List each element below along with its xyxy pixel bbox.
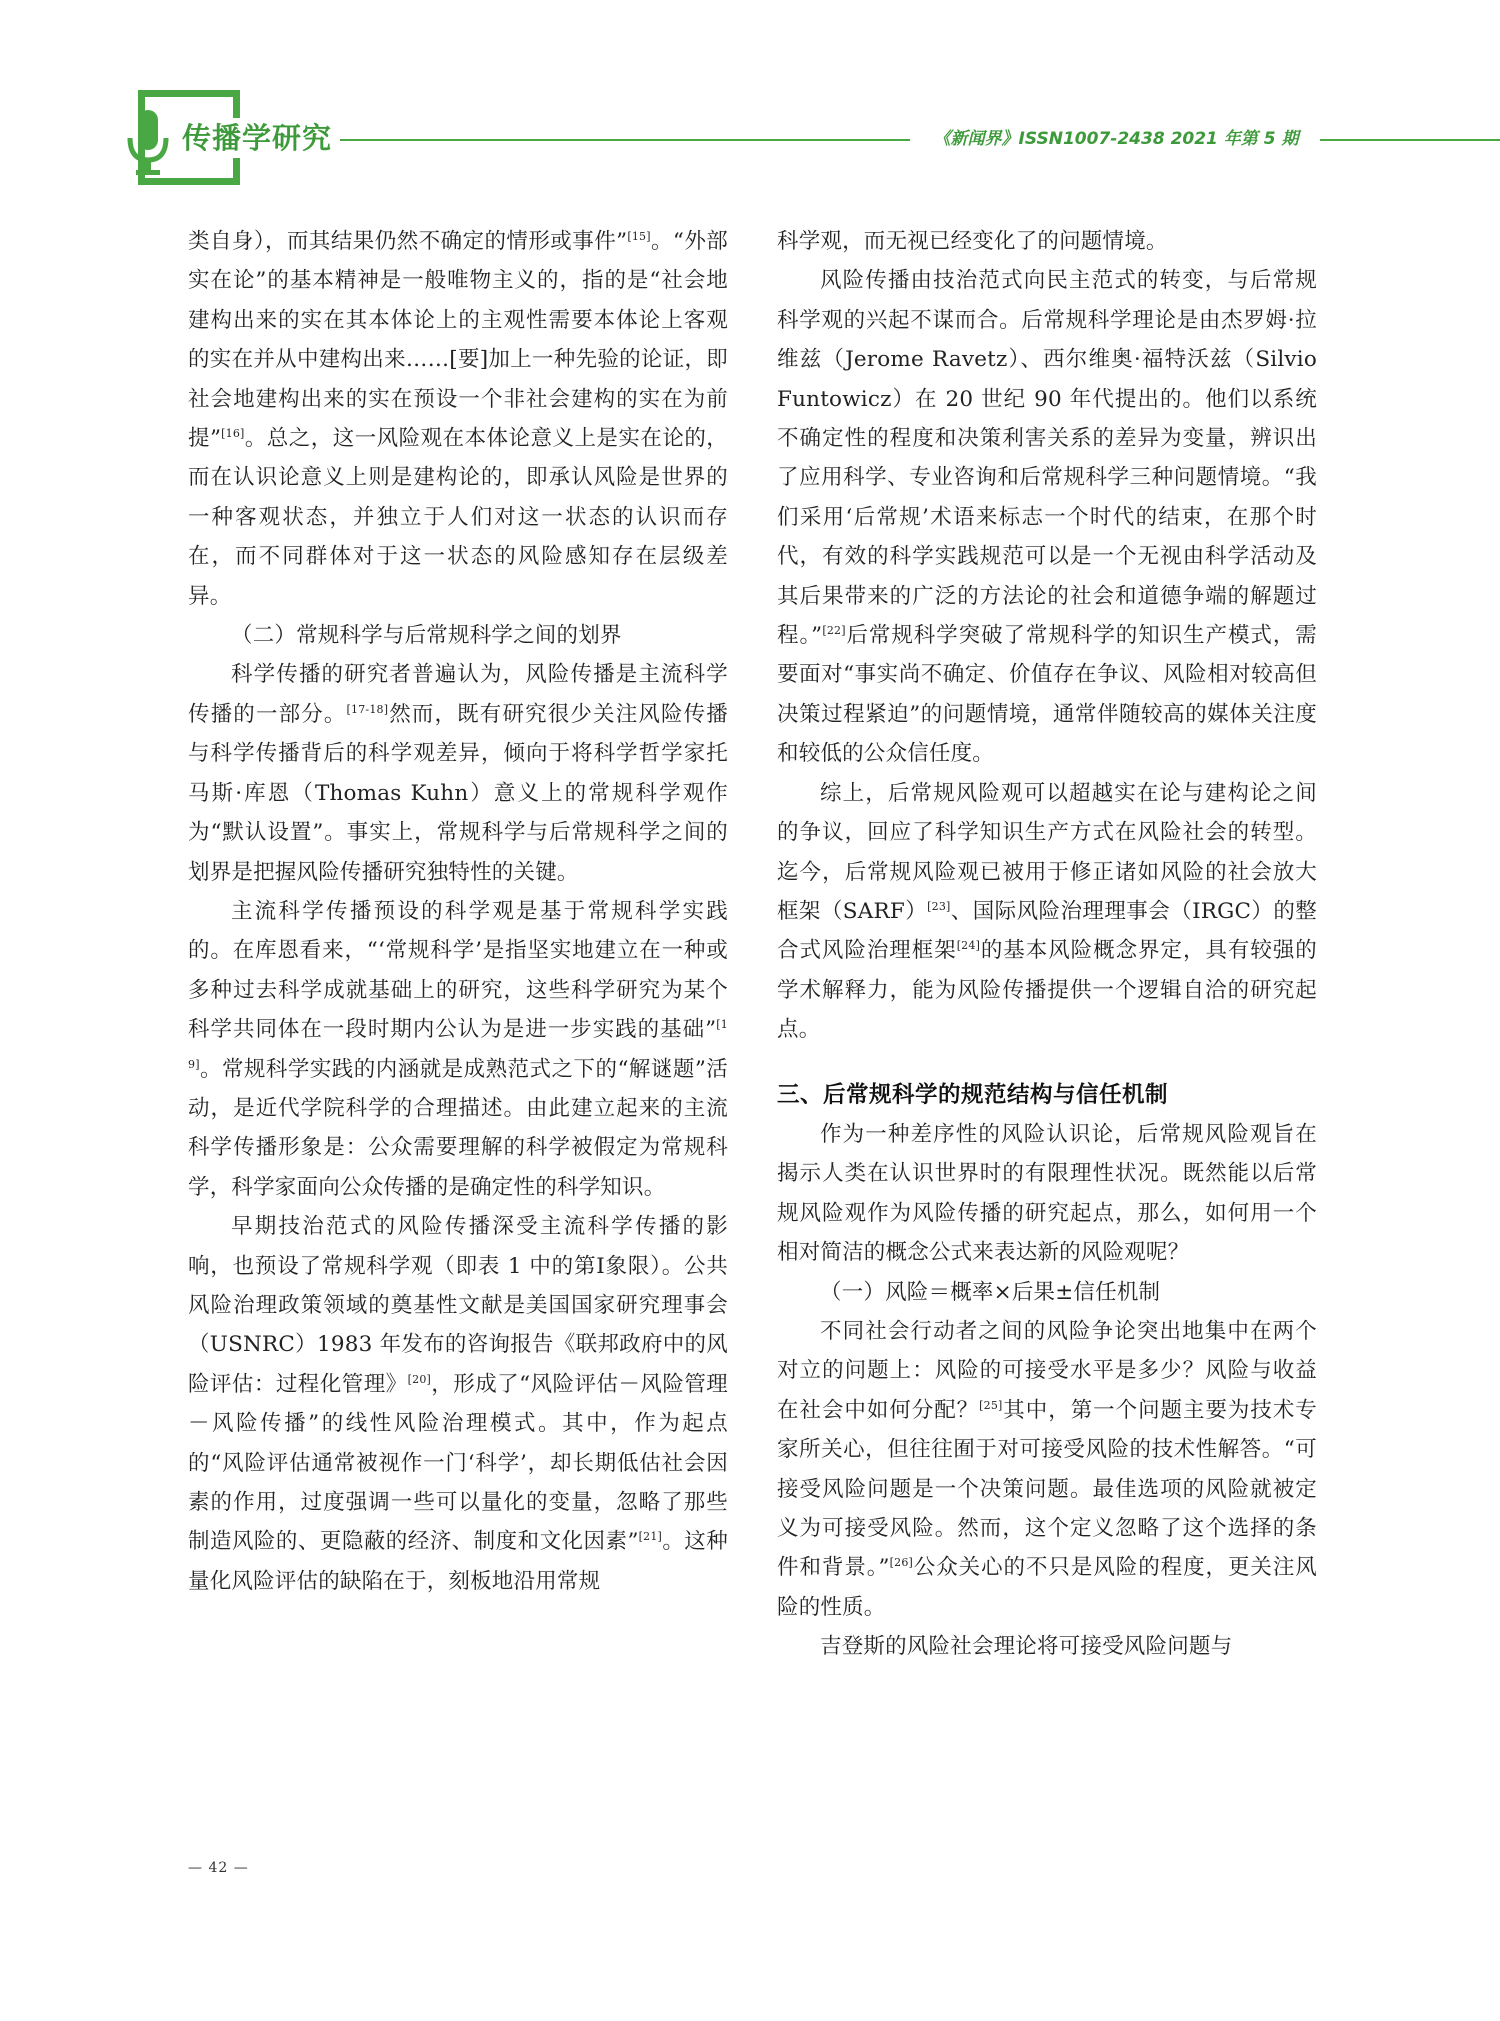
paragraph: 综上，后常规风险观可以超越实在论与建构论之间的争议，回应了科学知识生产方式在风险社会的转型。迄今，后常规风险观已被用于修正诸如风险的社会放大框架（SARF）[23]、国际风险治理理事会（IRGC）的整合式风险治理框架[24]的基本风险概念界定，具有较强的学术解释力，能为风险传播提供一个逻辑自洽的研究起点。	[777, 780, 1317, 1043]
left-column	[188, 222, 728, 1601]
journal-info: 《新闻界》ISSN1007-2438 2021 年第 5 期	[933, 129, 1299, 149]
microphone-icon	[122, 108, 174, 178]
paragraph: 作为一种差序性的风险认识论，后常规风险观旨在揭示人类在认识世界时的有限理性状况。既然能以后常规风险观作为风险传播的研究起点，那么，如何用一个相对简洁的概念公式来表达新的风险观呢？	[777, 1121, 1317, 1266]
paragraph: 吉登斯的风险社会理论将可接受风险问题与	[820, 1634, 1233, 1660]
paragraph: 科学传播的研究者普遍认为，风险传播是主流科学传播的一部分。[17-18]然而，既有研究很少关注风险传播与科学传播背后的科学观差异，倾向于将科学哲学家托马斯·库恩（Thomas Kuhn）意义上的常规科学观作为“默认设置”。事实上，常规科学与后常规科学之间的划界是把握风险传播研究独特性的关键。	[188, 662, 728, 885]
subsection-heading: （二）常规科学与后常规科学之间的划界	[231, 623, 622, 649]
page-number: — 42 —	[188, 1860, 249, 1876]
paragraph: 主流科学传播预设的科学观是基于常规科学实践的。在库恩看来，“‘常规科学’是指坚实地建立在一种或多种过去科学成就基础上的研究，这些科学研究为某个科学共同体在一段时期内公认为是进一步实践的基础”[19]。常规科学实践的内涵就是成熟范式之下的“解谜题”活动，是近代学院科学的合理描述。由此建立起来的主流科学传播形象是：公众需要理解的科学被假定为常规科学，科学家面向公众传播的是确定性的科学知识。	[188, 898, 728, 1200]
paragraph: 风险传播由技治范式向民主范式的转变，与后常规科学观的兴起不谋而合。后常规科学理论是由杰罗姆·拉维兹（Jerome Ravetz）、西尔维奥·福特沃兹（Silvio Funtowicz）在 20 世纪 90 年代提出的。他们以系统不确定性的程度和决策利害关系的差异为变量，辨识出了应用科学、专业咨询和后常规科学三种问题情境。“我们采用‘后常规’术语来标志一个时代的结束，在那个时代，有效的科学实践规范可以是一个无视由科学活动及其后果带来的广泛的方法论的社会和道德争端的解题过程。”[22]后常规科学突破了常规科学的知识生产模式，需要面对“事实尚不确定、价值存在争议、风险相对较高但决策过程紧迫”的问题情境，通常伴随较高的媒体关注度和较低的公众信任度。	[777, 268, 1317, 767]
subsection-heading: （一）风险＝概率×后果±信任机制	[820, 1279, 1161, 1305]
paragraph: 类自身），而其结果仍然不确定的情形或事件”[15]。“外部实在论”的基本精神是一般唯物主义的，指的是“社会地建构出来的实在其本体论上的主观性需要本体论上客观的实在并从中建构出来……[要]加上一种先验的论证，即社会地建构出来的实在预设一个非社会建构的实在为前提”[16]。总之，这一风险观在本体论意义上是实在论的，而在认识论意义上则是建构论的，即承认风险是世界的一种客观状态，并独立于人们对这一状态的认识而存在，而不同群体对于这一状态的风险感知存在层级差异。	[188, 229, 728, 609]
right-column	[777, 222, 1317, 1667]
paragraph: 科学观，而无视已经变化了的问题情境。	[777, 229, 1168, 254]
header-rule-right	[1320, 139, 1500, 141]
paragraph: 不同社会行动者之间的风险争论突出地集中在两个对立的问题上：风险的可接受水平是多少？风险与收益在社会中如何分配？[25]其中，第一个问题主要为技术专家所关心，但往往囿于对可接受风险的技术性解答。“可接受风险问题是一个决策问题。最佳选项的风险就被定义为可接受风险。然而，这个定义忽略了这个选择的条件和背景。”[26]公众关心的不只是风险的程度，更关注风险的性质。	[777, 1318, 1317, 1620]
paragraph: 早期技治范式的风险传播深受主流科学传播的影响，也预设了常规科学观（即表 1 中的第Ⅰ象限）。公共风险治理政策领域的奠基性文献是美国国家研究理事会（USNRC）1983 年发布的咨询报告《联邦政府中的风险评估：过程化管理》[20]，形成了“风险评估－风险管理－风险传播”的线性风险治理模式。其中，作为起点的“风险评估通常被视作一门‘科学’，却长期低估社会因素的作用，过度强调一些可以量化的变量，忽略了那些制造风险的、更隐蔽的经济、制度和文化因素”[21]。这种量化风险评估的缺陷在于，刻板地沿用常规	[188, 1214, 728, 1594]
section-heading: 三、后常规科学的规范结构与信任机制	[777, 1081, 1169, 1108]
section-title: 传播学研究	[182, 118, 338, 158]
header-rule-left	[340, 139, 910, 141]
